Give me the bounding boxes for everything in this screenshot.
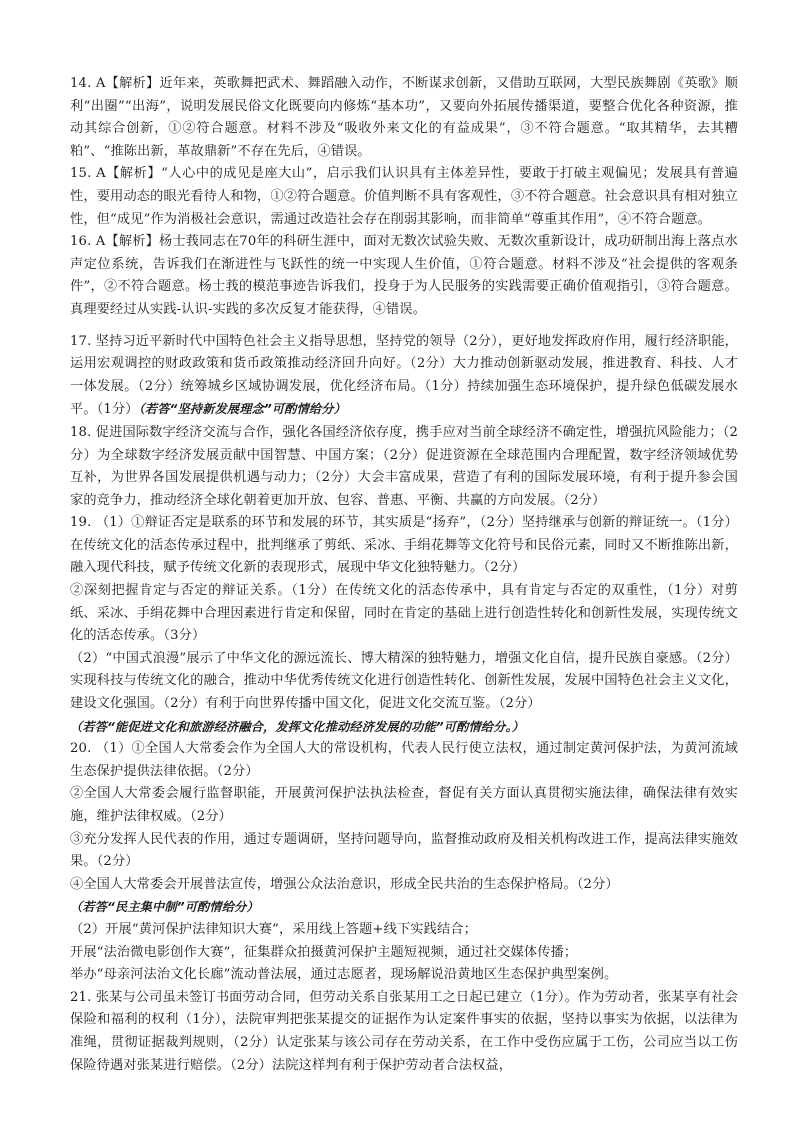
answer-19-part2: （2）“中国式浪漫”展示了中华文化的源远流长、博大精深的独特魅力，增强文化自信，提升民族自豪感。（2分）实现科技与传统文化的融合，推动中华优秀传统文化进行创造性转化、创新性发展，发展中国特色社会主义文化，建设文化强国。（2分）有利于向世界传播中国文化，促进文化交流互鉴。（2分）	[70, 650, 738, 712]
answer-17	[70, 331, 738, 422]
answer-20-part2-line2: 开展“法治微电影创作大赛”，征集群众拍摄黄河保护主题短视频，通过社交媒体传播；	[70, 944, 578, 960]
section-gap	[70, 322, 738, 331]
answer-20-point3: ③充分发挥人民代表的作用，通过专题调研，坚持问题导向，监督推动政府及相关机构改进工作，提高法律实施效果。（2分）	[70, 831, 738, 870]
answer-key-page	[70, 73, 738, 1077]
answer-20-note: （若答“民主集中制”可酌情给分）	[70, 900, 259, 915]
answer-18: 18. 促进国际数字经济交流与合作，强化各国经济依存度，携手应对当前全球经济不确定性，增强抗风险能力；（2分）为全球数字经济发展贡献中国智慧、中国方案；（2分）促进资源在全球范围内合理配置，数字经济领域优势互补，为世界各国发展提供机遇与动力；（2分）大会丰富成果，营造了有利的国际发展环境，有利于提升参会国家的竞争力，推动经济全球化朝着更加开放、包容、普惠、平衡、共赢的方向发展。（2分）	[70, 424, 738, 508]
answer-20-point2: ②全国人大常委会履行监督职能，开展黄河保护法执法检查，督促有关方面认真贯彻实施法律，确保法律有效实施，维护法律权威。（2分）	[70, 786, 738, 824]
answer-14: 14. A【解析】近年来，英歌舞把武术、舞蹈融入动作，不断谋求创新，又借助互联网，大型民族舞剧《英歌》顺利“出圈”“出海”，说明发展民俗文化既要向内修炼“基本功”，又要向外拓展传播渠道，要整合优化各种资源，推动其综合创新，①②符合题意。材料不涉及“吸收外来文化的有益成果”，③不符合题意。“取其精华，去其糟粕”、“推陈出新，革故鼎新”不存在先后，④错误。	[70, 76, 738, 159]
answer-20-point1: 20. （1）①全国人大常委会作为全国人大的常设机构，代表人民行使立法权，通过制定黄河保护法，为黄河流域生态保护提供法律依据。（2分）	[70, 741, 738, 779]
answer-16: 16. A【解析】杨士莪同志在70年的科研生涯中，面对无数次试验失败、无数次重新设计，成功研制出海上落点水声定位系统，告诉我们在渐进性与飞跃性的统一中实现人生价值，①符合题意。材料不涉及“社会提供的客观条件”，②不符合题意。杨士莪的模范事迹告诉我们，投身于为人民服务的实践需要正确价值观指引，③符合题意。真理要经过从实践-认识-实践的多次反复才能获得，④错误。	[70, 234, 738, 317]
answer-17-note: （若答“坚持新发展理念”可酌情给分）	[138, 402, 346, 417]
answer-20-part2-line3: 举办“母亲河法治文化长廊”流动普法展，通过志愿者，现场解说沿黄地区生态保护典型案例。	[70, 967, 618, 983]
answer-17-body: 17. 坚持习近平新时代中国特色社会主义指导思想，坚持党的领导（2分），更好地发挥政府作用，履行经济职能，运用宏观调控的财政政策和货币政策推动经济回升向好。（2分）大力推动创新驱动发展，推进教育、科技、人才一体发展。（2分）统筹城乡区域协调发展，优化经济布局。（1分）持续加强生态环境保护，提升绿色低碳发展水平。（1分）	[70, 333, 738, 418]
answer-21: 21. 张某与公司虽未签订书面劳动合同，但劳动关系自张某用工之日起已建立（1分）。作为劳动者，张某享有社会保险和福利的权利（1分），法院审判把张某提交的证据作为认定案件事实的依据，坚持以事实为依据，以法律为准绳，贯彻证据裁判规则，（2分）认定张某与该公司存在劳动关系，在工作中受伤应属于工伤，公司应当以工伤保险待遇对张某进行赔偿。（2分）法院这样判有利于保护劳动者合法权益，	[70, 989, 738, 1073]
answer-20-point4: ④全国人大常委会开展普法宣传，增强公众法治意识，形成全民共治的生态保护格局。（2分）	[70, 876, 619, 892]
answer-20-part2-line1: （2）开展“黄河保护法律知识大赛”，采用线上答题+线下实践结合；	[70, 921, 477, 937]
answer-19-part1-point1: 19. （1）①辩证否定是联系的环节和发展的环节，其实质是“扬弃”，（2分）坚持继承与创新的辩证统一。（1分）在传统文化的活态传承过程中，批判继承了剪纸、采冰、手绢花舞等文化符号和民俗元素，同时又不断推陈出新，融入现代科技，赋予传统文化新的表现形式，展现中华文化独特魅力。（2分）	[70, 515, 738, 576]
answer-19-part1-point2: ②深刻把握肯定与否定的辩证关系。（1分）在传统文化的活态传承中，具有肯定与否定的双重性，（1分）对剪纸、采冰、手绢花舞中合理因素进行肯定和保留，同时在肯定的基础上进行创造性转化和创新性发展，实现传统文化的活态传承。（3分）	[70, 583, 738, 644]
answer-15: 15. A【解析】“人心中的成见是座大山”，启示我们认识具有主体差异性，要敢于打破主观偏见；发展具有普遍性，要用动态的眼光看待人和物，①②符合题意。价值判断不具有客观性，③不符合题意。社会意识具有相对独立性，但“成见”作为消极社会意识，需通过改造社会存在削弱其影响，而非简单“尊重其作用”，④不符合题意。	[70, 166, 738, 227]
answer-19-note: （若答“能促进文化和旅游经济融合，发挥文化推动经济发展的功能”可酌情给分。）	[70, 719, 525, 734]
